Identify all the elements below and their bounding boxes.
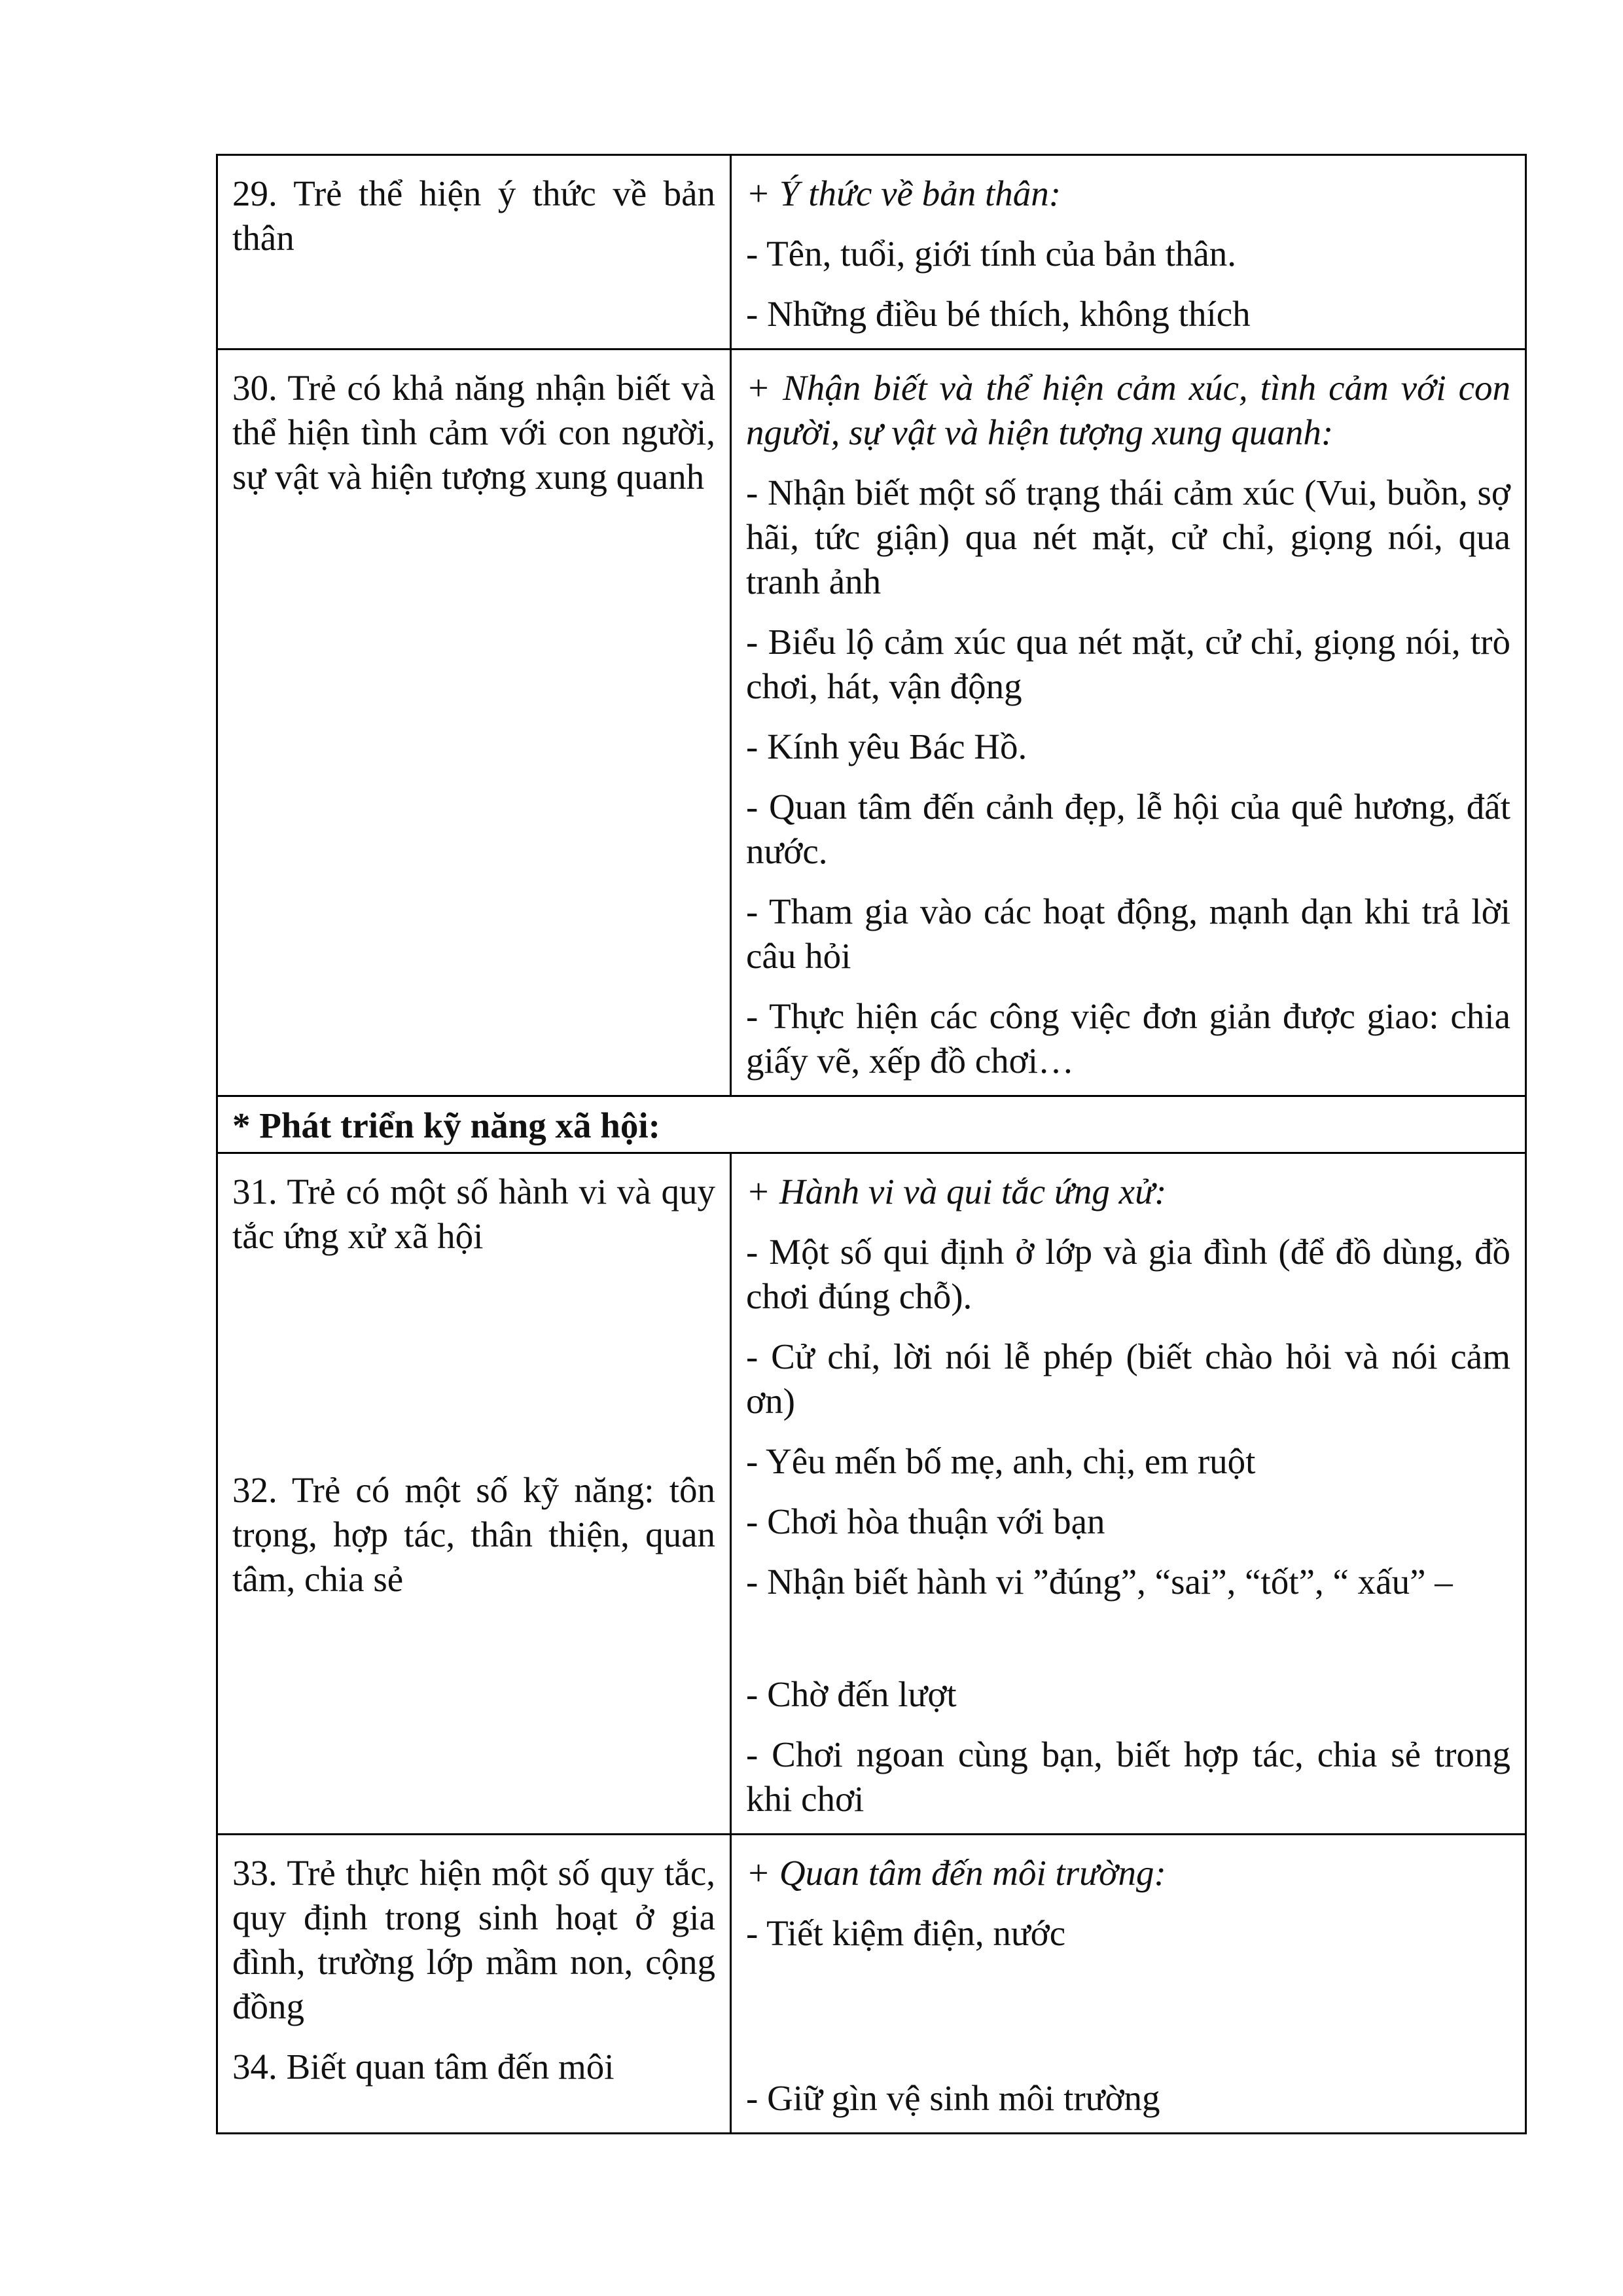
goal-text: 30. Trẻ có khả năng nhận biết và thể hiện tình cảm với con người, sự vật và hiện tượng xung quanh [232,368,715,497]
content-item: - Những điều bé thích, không thích [746,294,1251,334]
goal-cell [217,1153,731,1835]
content-item: - Thực hiện các công việc đơn giản được giao: chia giấy vẽ, xếp đồ chơi… [746,996,1510,1081]
goal-cell [217,350,731,1096]
content-cell [731,1835,1526,2134]
content-item: - Yêu mến bố mẹ, anh, chị, em ruột [746,1441,1256,1481]
table-row [217,155,1526,350]
content-item: - Nhận biết một số trạng thái cảm xúc (Vui, buồn, sợ hãi, tức giận) qua nét mặt, cử chỉ, giọng nói, qua tranh ảnh [746,473,1510,601]
content-cell [731,1153,1526,1835]
goal-text: 34. Biết quan tâm đến môi [232,2047,615,2087]
goal-text: 31. Trẻ có một số hành vi và quy tắc ứng xử xã hội [232,1172,715,1256]
goal-cell [217,1835,731,2134]
goal-text: 32. Trẻ có một số kỹ năng: tôn trọng, hợp tác, thân thiện, quan tâm, chia sẻ [232,1470,715,1599]
content-item: - Tham gia vào các hoạt động, mạnh dạn khi trả lời câu hỏi [746,891,1510,976]
table-row [217,1835,1526,2134]
content-cell [731,155,1526,350]
content-item: - Nhận biết hành vi ”đúng”, “sai”, “tốt”, “ xấu” – [746,1562,1453,1602]
table-row [217,1153,1526,1835]
content-item: - Giữ gìn vệ sinh môi trường [746,2078,1160,2118]
content-heading: + Nhận biết và thể hiện cảm xúc, tình cảm với con người, sự vật và hiện tượng xung quanh: [746,368,1510,452]
cell-spacer [746,1971,1510,2076]
content-heading: + Ý thức về bản thân: [746,173,1061,213]
goal-text: 33. Trẻ thực hiện một số quy tắc, quy định trong sinh hoạt ở gia đình, trường lớp mầm non, cộng đồng [232,1853,715,2026]
cell-spacer [746,1620,1510,1672]
content-item: - Tên, tuổi, giới tính của bản thân. [746,234,1237,274]
table-row [217,350,1526,1096]
goal-text: 29. Trẻ thể hiện ý thức về bản thân [232,173,715,258]
section-title: * Phát triển kỹ năng xã hội: [217,1096,1526,1153]
content-item: - Cử chỉ, lời nói lễ phép (biết chào hỏi và nói cảm ơn) [746,1336,1510,1421]
content-item: - Một số qui định ở lớp và gia đình (để đồ dùng, đồ chơi đúng chỗ). [746,1232,1510,1316]
content-cell [731,350,1526,1096]
content-item: - Chơi hòa thuận với bạn [746,1501,1105,1541]
content-item: - Quan tâm đến cảnh đẹp, lễ hội của quê hương, đất nước. [746,787,1510,871]
content-heading: + Hành vi và qui tắc ứng xử: [746,1172,1167,1211]
content-item: - Tiết kiệm điện, nước [746,1913,1066,1953]
curriculum-table [216,154,1527,2134]
content-item: - Chơi ngoan cùng bạn, biết hợp tác, chia sẻ trong khi chơi [746,1734,1510,1819]
content-item: - Biểu lộ cảm xúc qua nét mặt, cử chỉ, giọng nói, trò chơi, hát, vận động [746,622,1510,706]
content-heading: + Quan tâm đến môi trường: [746,1853,1166,1893]
content-item: - Chờ đến lượt [746,1674,957,1714]
cell-spacer [232,1259,715,1468]
content-item: - Kính yêu Bác Hồ. [746,726,1027,766]
goal-cell [217,155,731,350]
table-row [217,1096,1526,1153]
